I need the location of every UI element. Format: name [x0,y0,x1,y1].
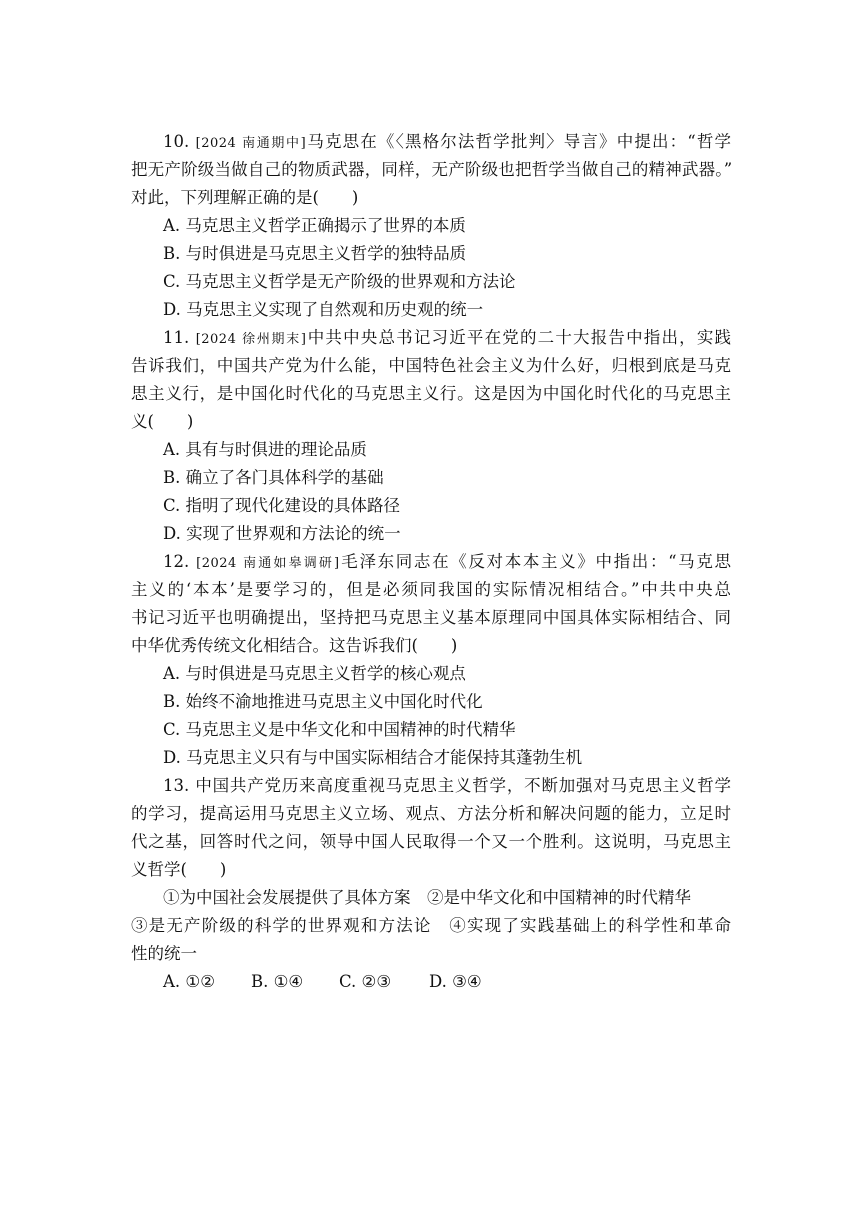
q11-number: 11. [163,328,190,347]
q13-line-4: 义哲学( ) [131,860,227,879]
q11-line-3: 思主义行，是中国化时代化的马克思主义行。这是因为中国化时代化的马克思主 [131,384,731,403]
q13-options [163,968,731,996]
q13-option-b: B. ①④ [251,972,304,991]
q10-option-c: C. 马克思主义哲学是无产阶级的世界观和方法论 [163,272,516,291]
q13-line-1 [163,772,731,800]
q11-option-c: C. 指明了现代化建设的具体路径 [163,496,401,515]
q12-option-b: B. 始终不渝地推进马克思主义中国化时代化 [163,692,483,711]
q10-line-2: 把无产阶级当做自己的物质武器，同样，无产阶级也把哲学当做自己的精神武器。” [131,160,731,179]
q12-line-2: 主义的‘本本’是要学习的，但是必须同我国的实际情况相结合。”中共中央总 [131,580,731,599]
q13-statement-1: ①为中国社会发展提供了具体方案 [163,888,411,907]
q13-statement-3: ③是无产阶级的科学的世界观和方法论 [131,916,432,935]
q10-stem-1: 马克思在《〈黑格尔法哲学批判〉导言》中提出：“哲学 [306,132,731,151]
q12-line-3: 书记习近平也明确提出，坚持把马克思主义基本原理同中国具体实际相结合、同 [131,608,731,627]
q12-option-a: A. 与时俱进是马克思主义哲学的核心观点 [163,664,466,683]
q13-statement-4-continued: 性的统一 [131,944,197,963]
q10-number: 10. [163,132,190,151]
q10-line-3: 对此，下列理解正确的是( ) [131,188,359,207]
q10-line-1 [163,128,731,158]
q13-option-c: C. ②③ [339,972,392,991]
q13-line-3: 代之基，回答时代之问，领导中国人民取得一个又一个胜利。这说明，马克思主 [131,832,731,851]
q13-number: 13. [163,776,190,795]
q11-line-4: 义( ) [131,412,194,431]
q13-statement-4: ④实现了实践基础上的科学性和革命 [449,916,732,935]
q12-number: 12. [163,552,190,571]
q11-option-b: B. 确立了各门具体科学的基础 [163,468,384,487]
q12-line-1 [163,548,731,578]
q12-option-c: C. 马克思主义是中华文化和中国精神的时代精华 [163,720,516,739]
q12-stem-1: 毛泽东同志在《反对本本主义》中指出：“马克思 [339,552,731,571]
q13-stem-1: 中国共产党历来高度重视马克思主义哲学，不断加强对马克思主义哲学 [195,776,732,795]
q10-option-d: D. 马克思主义实现了自然观和历史观的统一 [163,300,484,319]
q13-statements-row-2 [131,912,731,940]
q12-source-tag: [2024 南通如皋调研] [196,556,340,571]
q11-line-2: 告诉我们，中国共产党为什么能，中国特色社会主义为什么好，归根到底是马克 [131,356,731,375]
q13-statement-2: ②是中华文化和中国精神的时代精华 [427,888,691,907]
q11-source-tag: [2024 徐州期末] [195,332,307,347]
q11-option-a: A. 具有与时俱进的理论品质 [163,440,367,459]
q11-stem-1: 中共中央总书记习近平在党的二十大报告中指出，实践 [306,328,731,347]
q10-option-a: A. 马克思主义哲学正确揭示了世界的本质 [163,216,466,235]
q13-statements-row-1 [163,884,731,912]
q12-line-4: 中华优秀传统文化相结合。这告诉我们( ) [131,636,458,655]
q13-option-a: A. ①② [163,972,215,991]
q13-line-2: 的学习，提高运用马克思主义立场、观点、方法分析和解决问题的能力，立足时 [131,804,731,823]
q13-option-d: D. ③④ [429,972,482,991]
q10-option-b: B. 与时俱进是马克思主义哲学的独特品质 [163,244,467,263]
q12-option-d: D. 马克思主义只有与中国实际相结合才能保持其蓬勃生机 [163,748,583,767]
q11-option-d: D. 实现了世界观和方法论的统一 [163,524,401,543]
q10-source-tag: [2024 南通期中] [195,136,307,151]
q11-line-1 [163,324,731,354]
